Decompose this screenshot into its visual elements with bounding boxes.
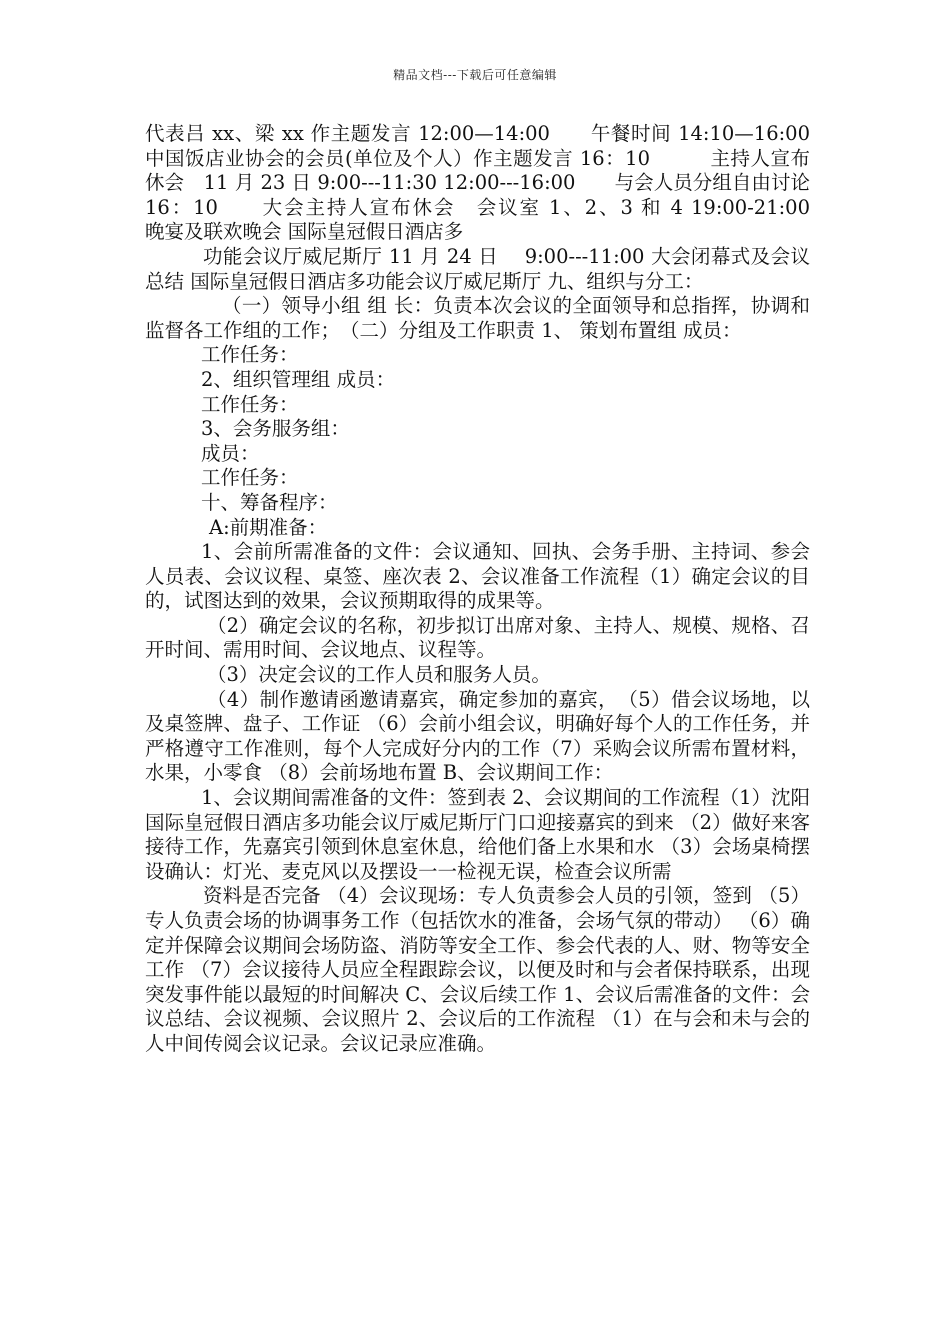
paragraph-task-3: 工作任务：: [201, 466, 299, 490]
paragraph-members-3: 成员：: [201, 441, 260, 465]
paragraph-during-meeting: 1、会议期间需准备的文件：签到表 2、会议期间的工作流程（1）沈阳国际皇冠假日酒店多功能会议厅威尼斯厅门口迎接嘉宾的到来 （2）做好来客接待工作，先嘉宾引领到休息室休息，给他们备上水果和水 （3）会场桌椅摆设确认：灯光、麦克风以及摆设一一检视无误，检查会议所需: [145, 786, 810, 883]
subheading-prework: A:前期准备：: [209, 515, 328, 539]
paragraph-task-1: 工作任务：: [201, 343, 299, 367]
paragraph-step-4: （4）制作邀请函邀请嘉宾，确定参加的嘉宾， （5）借会议场地，以及桌签牌、盘子、工作证 （6）会前小组会议，明确好每个人的工作任务，并严格遵守工作准则，每个人完成好分内的工作（7）采购会议所需布置材料，水果，小零食 （8）会前场地布置 B、会议期间工作：: [145, 687, 810, 785]
paragraph-schedule: 代表吕 xx、梁 xx 作主题发言 12:00—14:00 午餐时间 14:10—16:00 中国饭店业协会的会员(单位及个人）作主题发言 16：10 主持人宣布休会 11 月 23 日 9:00---11:30 12:00---16:00 与会人员分组自由讨论 16：10 大会主持人宣布休会 会议室 1、2、3 和 4 19:00-21:00 晚宴及联欢晚会 国际皇冠假日酒店多: [145, 122, 869, 244]
paragraph-group-2: 2、组织管理组 成员：: [201, 367, 396, 391]
paragraph-step-2: （2）确定会议的名称，初步拟订出席对象、主持人、规模、规格、召开时间、需用时间、会议地点、议程等。: [145, 613, 810, 662]
page-header: 精品文档---下载后可任意编辑: [393, 68, 557, 82]
paragraph-onsite: 资料是否完备 （4）会议现场：专人负责参会人员的引领，签到 （5）专人负责会场的协调事务工作（包括饮水的准备，会场气氛的带动） （6）确定并保障会议期间会场防盗、消防等安全工作、参会代表的人、财、物等安全工作 （7）会议接待人员应全程跟踪会议，以便及时和与会者保持联系，出现突发事件能以最短的时间解决 C、会议后续工作 1、会议后需准备的文件：会议总结、会议视频、会议照片 2、会议后的工作流程 （1）在与会和未与会的人中间传阅会议记录。会议记录应准确。: [145, 884, 810, 1055]
paragraph-leadership: （一）领导小组 组 长：负责本次会议的全面领导和总指挥，协调和监督各工作组的工作； （二）分组及工作职责 1、 策划布置组 成员：: [145, 294, 810, 342]
paragraph-pre-docs: 1、会前所需准备的文件：会议通知、回执、会务手册、主持词、参会人员表、会议议程、桌签、座次表 2、会议准备工作流程（1）确定会议的目的，试图达到的效果，会议预期取得的成果等。: [145, 540, 810, 613]
paragraph-step-3: （3）决定会议的工作人员和服务人员。: [207, 663, 551, 687]
section-heading-preparation: 十、筹备程序：: [201, 490, 338, 514]
paragraph-group-3: 3、会务服务组：: [201, 417, 350, 441]
paragraph-task-2: 工作任务：: [201, 392, 299, 416]
document-body: [145, 122, 869, 1057]
paragraph-schedule-cont: 功能会议厅威尼斯厅 11 月 24 日 9:00---11:00 大会闭幕式及会议总结 国际皇冠假日酒店多功能会议厅威尼斯厅 九、组织与分工：: [145, 244, 810, 293]
